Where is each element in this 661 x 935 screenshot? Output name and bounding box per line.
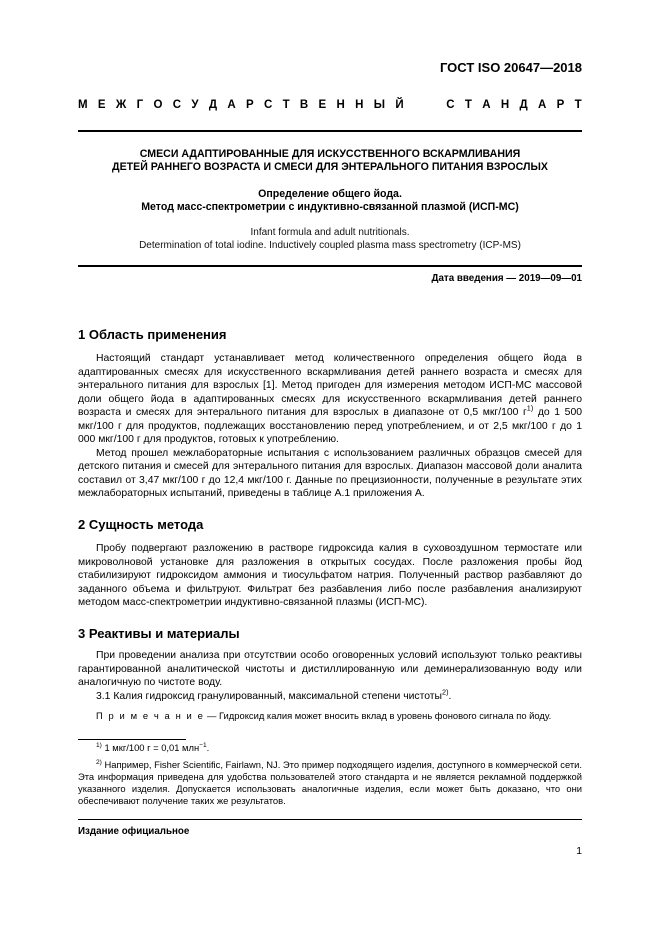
banner-letter: О [153, 99, 163, 111]
title-rule [78, 265, 582, 267]
banner-letter: Е [318, 99, 327, 111]
section-3-item-3-1: 3.1 Калия гидроксид гранулированный, максимальной степени чистоты$^{2)}$. [96, 687, 452, 702]
footnote-2: $^{2)}$ Например, Fisher Scientific, Fairlawn, NJ. Это пример подходящего изделия, доступного в коммерческой сети. Эта информация приведена для удобства пользователей этого стандарта и не является рекламной поддержкой указанного изделия. Допускается использовать аналогичные изделия, если может быть доказано, что они обеспечивают получение таких же результатов. [78, 758, 582, 806]
title-line-1: СМЕСИ АДАПТИРОВАННЫЕ ДЛЯ ИСКУССТВЕННОГО ВСКАРМЛИВАНИЯ [139, 148, 521, 160]
section-3-body [78, 649, 582, 703]
section-1-paragraph-2: Метод прошел межлабораторные испытания с использованием различных образцов смесей для детского питания и смесей для энтерального питания для взрослых. Диапазон массовой доли аналита составил от 3,47 мкг/100 г до 12,4 мкг/100 г. Данные по прецизионности, полученные в результате этих межлабораторных испытаний, приведены в таблице А.1 приложения А. [78, 447, 582, 499]
footnotes [78, 742, 582, 807]
gost-number: ГОСТ ISO 20647—2018 [439, 60, 582, 75]
document-subtitle [78, 188, 582, 214]
banner-letter: Р [556, 99, 565, 111]
note-label: П р и м е ч а н и е [96, 710, 205, 721]
note-text: — Гидроксид калия может вносить вклад в уровень фонового сигнала по йоду. [204, 710, 552, 721]
banner-letter: Г [136, 99, 144, 111]
banner-letter: Ы [373, 99, 386, 111]
page-number: 1 [576, 846, 582, 857]
banner-letter: Т [574, 99, 582, 111]
section-3-note [78, 710, 582, 722]
footer-rule [78, 819, 582, 820]
section-1-heading: 1 Область применения [78, 327, 227, 342]
section-2-body [78, 542, 582, 610]
official-edition-label: Издание официальное [78, 826, 190, 837]
banner-letter: Ж [115, 99, 127, 111]
banner-letter: У [191, 99, 199, 111]
english-title [78, 227, 582, 252]
banner-letter: А [227, 99, 236, 111]
banner-letter: Н [355, 99, 364, 111]
banner-letter: С [172, 99, 182, 111]
introduction-date: Дата введения — 2019—09—01 [431, 273, 582, 284]
section-2-paragraph-1: Пробу подвергают разложению в растворе гидроксида калия в суховоздушном термостате или микроволновой установке для разложения в открытых сосудах. После разложения пробы йод стабилизируют гидроксидом аммония и тиосульфатом натрия. Полученный раствор разбавляют до заданного объема и фильтруют. Фильтрат без разбавления либо после разбавления анализируют методом масс-спектрометрии индуктивно-связанной плазмы (ИСП-МС). [78, 543, 582, 608]
header-rule [78, 130, 582, 132]
subtitle-line-2: Метод масс-спектрометрии с индуктивно-связанной плазмой (ИСП-МС) [141, 201, 519, 213]
footnote-ref-1: 1) [526, 403, 534, 413]
footnote-rule [78, 739, 186, 740]
banner-letter: Н [336, 99, 345, 111]
english-title-line-1: Infant formula and adult nutritionals. [250, 227, 410, 238]
banner-letter: Т [464, 99, 472, 111]
section-3-heading: 3 Реактивы и материалы [78, 626, 240, 641]
banner-gap [414, 99, 436, 111]
banner-letter: С [263, 99, 273, 111]
banner-letter: Д [519, 99, 528, 111]
banner-letter: Н [500, 99, 510, 111]
footnote-ref-2: 2) [442, 687, 449, 697]
section-1-body [78, 352, 582, 501]
banner-letter: Р [245, 99, 254, 111]
title-line-2: ДЕТЕЙ РАННЕГО ВОЗРАСТА И СМЕСИ ДЛЯ ЭНТЕРАЛЬНОГО ПИТАНИЯ ВЗРОСЛЫХ [112, 161, 548, 173]
banner-letter: Е [97, 99, 106, 111]
footnote-1: $^{1)}$ 1 мкг/100 г = 0,01 млн$^{-1}$. [96, 741, 210, 753]
banner-letter: М [78, 99, 88, 111]
section-3-paragraph-1: При проведении анализа при отсутствии особо оговоренных условий используют только реактивы гарантированной аналитической чистоты и дистиллированную или деминерализованную воду или аналогичную по чистоте воду. [78, 650, 582, 688]
section-1-paragraph-1: Настоящий стандарт устанавливает метод количественного определения общего йода в адаптированных смесях для искусственного вскармливания детей раннего возраста и смесях для энтерального питания для взрослых [1]. Метод пригоден для измерения методом ИСП-МС массовой доли общего йода в адаптированных смесях для искусственного вскармливания детей раннего возраста и смесях для энтерального питания для взрослых в диапазоне от 0,5 мкг/100 $г^{1)}$ до 1 500 мкг/100 г для продуктов, подлежащих восстановлению перед употреблением, и от 2,5 мкг/100 г до 1 000 мкг/100 г для продуктов, готовых к употреблению. [78, 353, 582, 445]
section-2-heading: 2 Сущность метода [78, 517, 204, 532]
banner-letter: Т [282, 99, 290, 111]
interstate-standard-banner [78, 99, 582, 111]
english-title-line-2: Determination of total iodine. Inductively coupled plasma mass spectrometry (ICP-MS) [139, 239, 521, 251]
banner-letter: А [537, 99, 547, 111]
subtitle-line-1: Определение общего йода. [258, 188, 402, 200]
banner-letter: С [446, 99, 455, 111]
banner-letter: А [482, 99, 491, 111]
banner-letter: Й [395, 99, 404, 111]
banner-letter: В [299, 99, 309, 111]
banner-letter: Д [208, 99, 218, 111]
document-title [78, 148, 582, 174]
